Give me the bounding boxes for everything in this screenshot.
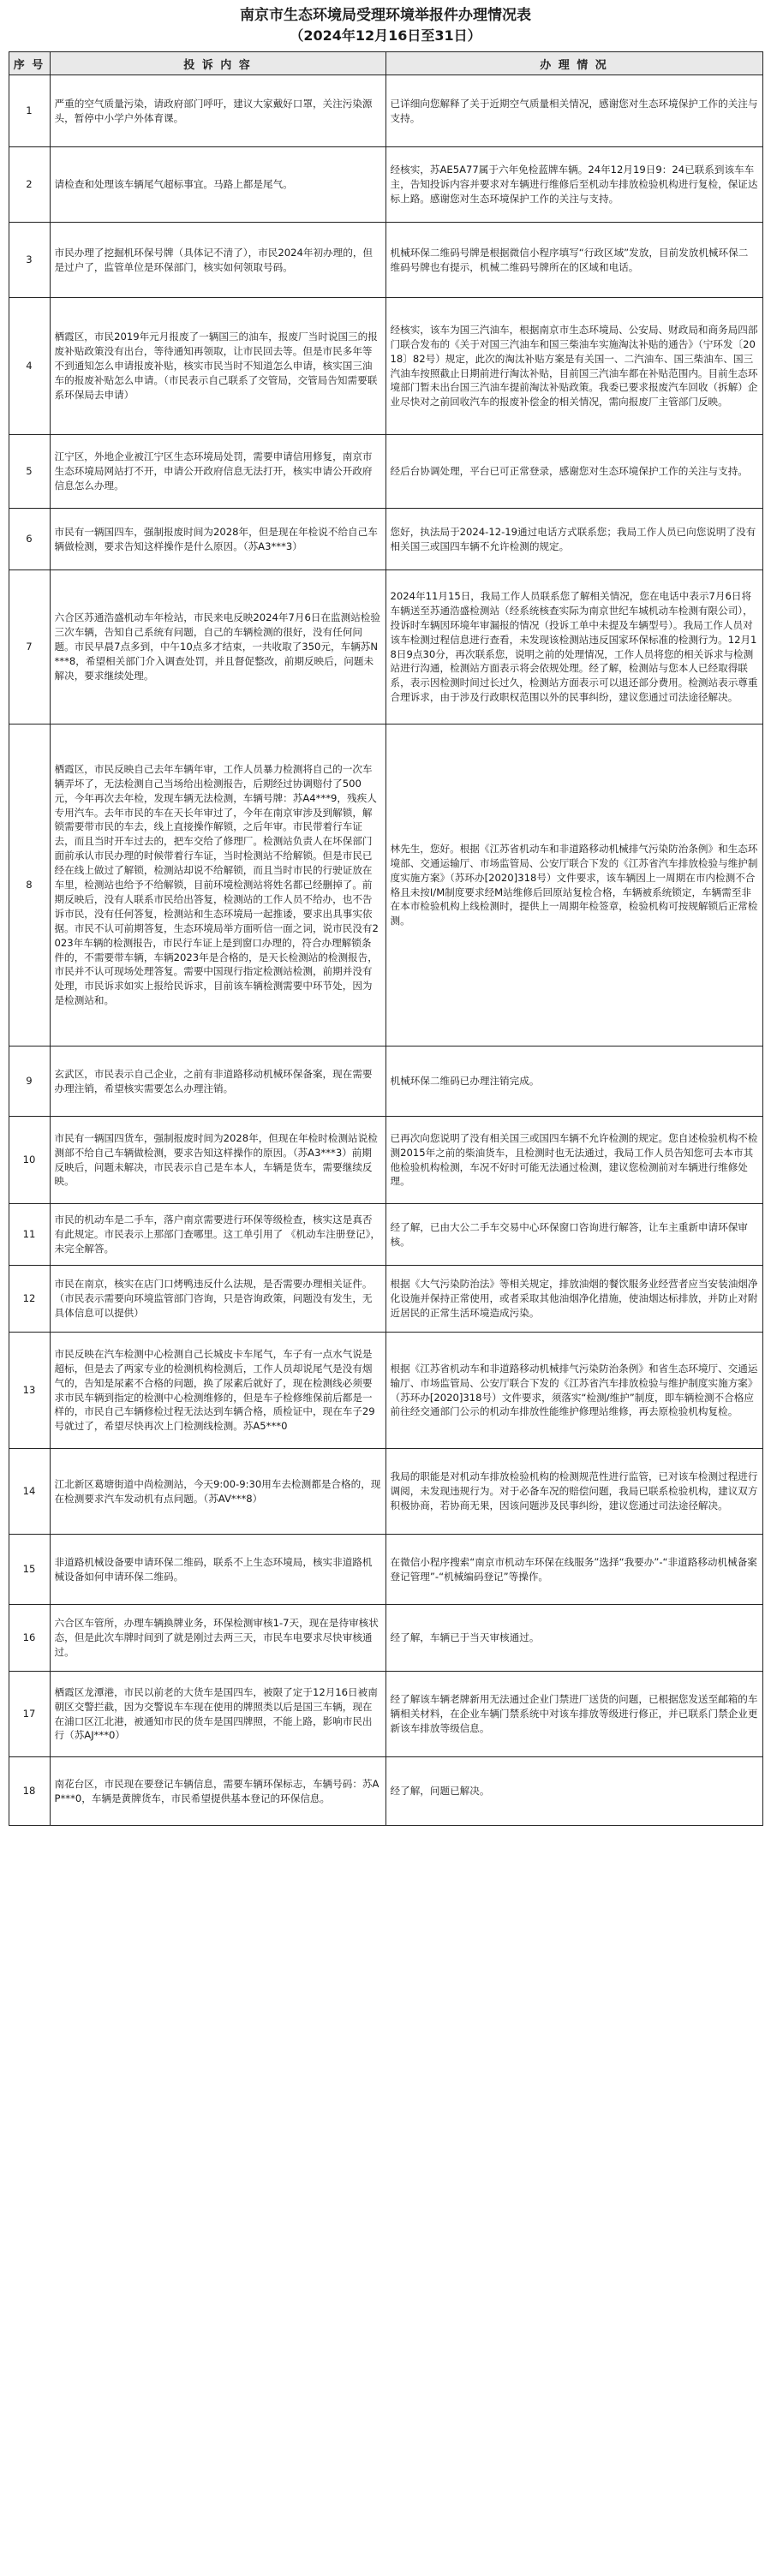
title-date-range: （2024年12月16日至31日） (290, 27, 481, 44)
complaint-content: 六合区苏通浩盛机动车年检站，市民来电反映2024年7月6日在监测站检验三次车辆，告知自己系统有问题，自己的车辆检测的很好，没有任何问题。市民早晨7点多到，中午10点多才结束，一共收取了350元，车辆苏N***8，希望相关部门介入调查处罚，并且督促整改，前期反映后，问题未解决，要求继续处理。 (50, 570, 386, 724)
complaint-content: 市民有一辆国四货车，强制报废时间为2028年，但现在年检时检测站说检测部不给自己车辆做检测，要求告知这样操作的原因。（苏A3***3）前期反映后，问题未解决，市民表示自己是车本人，车辆是货车，需要继续反映。 (50, 1117, 386, 1204)
handling-result: 经了解该车辆老牌新用无法通过企业门禁进厂送货的问题，已根据您发送至邮箱的车辆相关材料，在企业车辆门禁系统中对该车排放等级进行修正，并已联系门禁企业更新该车排放等级信息。 (386, 1672, 762, 1757)
complaint-table (9, 51, 763, 1826)
complaint-content: 市民的机动车是二手车，落户南京需要进行环保等级检查，核实这是真否有此规定。市民表示上那部门查哪里。这工单引用了 《机动车注册登记》，未完全解答。 (50, 1204, 386, 1266)
row-number: 16 (9, 1605, 50, 1672)
table-row (9, 435, 762, 509)
table-row (9, 1672, 762, 1757)
complaint-content: 栖霞区，市民2019年元月报废了一辆国三的油车，报废厂当时说国三的报废补贴政策没有出台，等待通知再领取，让市民回去等。但是市民多年等不到通知怎么申请报废补贴，核实市民当时不知道怎么申请，核实国三油车的报废补贴怎么申请。（市民表示自己联系了交管局，交管局告知需要联系环保局去申请） (50, 298, 386, 435)
table-row (9, 509, 762, 570)
handling-result: 已再次向您说明了没有相关国三或国四车辆不允许检测的规定。您自述检验机构不检测2015年之前的柴油货车，且检测时也无法通过，我局工作人员告知您可去本市其他检验机构检测，车况不好时可能无法通过检测，建议您检测前对车辆进行维修处理。 (386, 1117, 762, 1204)
handling-result: 经核实，该车为国三汽油车，根据南京市生态环境局、公安局、财政局和商务局四部门联合发布的《关于对国三汽油车和国三柴油车实施淘汰补贴的通告》（宁环发〔2018〕82号）规定，此次的淘汰补贴方案是有关国一、二汽油车、国三柴油车、国三汽油车按照截止日期前进行淘汰补贴，目前国三汽油车都在补贴范围内。目前生态环境部门暂未出台国三汽油车提前淘汰补贴政策。我委已要求报废汽车回收（拆解）企业尽快对之前回收汽车的报废补偿金的相关情况，需向报废厂主管部门反映。 (386, 298, 762, 435)
row-number: 15 (9, 1535, 50, 1605)
table-row (9, 1204, 762, 1266)
table-row (9, 1757, 762, 1826)
header-no: 序 号 (9, 52, 50, 75)
complaint-content: 南花台区，市民现在要登记车辆信息，需要车辆环保标志，车辆号码：苏AP***0，车辆是黄牌货车，市民希望提供基本登记的环保信息。 (50, 1757, 386, 1826)
complaint-content: 栖霞区龙潭港，市民以前老的大货车是国四车，被限了定于12月16日被南朝区交警拦截，因为交警说车车现在使用的牌照类以后是国三车辆，现在在浦口区江北港，被通知市民的货车是国四牌照，不能上路，影响市民出行（苏AJ***0） (50, 1672, 386, 1757)
handling-result: 机械环保二维码号牌是根据微信小程序填写“行政区域”发放，目前发放机械环保二维码号牌也有提示，机械二维码号牌所在的区域和电话。 (386, 223, 762, 298)
table-row (9, 1117, 762, 1204)
table-row (9, 298, 762, 435)
handling-result: 经了解，车辆已于当天审核通过。 (386, 1605, 762, 1672)
row-number: 1 (9, 75, 50, 147)
row-number: 18 (9, 1757, 50, 1826)
handling-result: 机械环保二维码已办理注销完成。 (386, 1046, 762, 1117)
title-main: 南京市生态环境局受理环境举报件办理情况表 (240, 7, 531, 24)
row-number: 17 (9, 1672, 50, 1757)
handling-result: 我局的职能是对机动车排放检验机构的检测规范性进行监管，已对该车检测过程进行调阅，未发现违规行为。对于必备车况的赔偿问题，我局已联系检验机构，建议双方积极协商，若协商无果，因该问题涉及民事纠纷，建议您通过司法途径解决。 (386, 1449, 762, 1535)
row-number: 4 (9, 298, 50, 435)
complaint-content: 市民在南京，核实在店门口烤鸭违反什么法规，是否需要办理相关证件。（市民表示需要向环境监管部门咨询，只是咨询政策，问题没有发生，无具体信息可以提供） (50, 1266, 386, 1333)
table-header-row (9, 52, 762, 75)
table-row (9, 1449, 762, 1535)
row-number: 9 (9, 1046, 50, 1117)
row-number: 14 (9, 1449, 50, 1535)
complaint-content: 请检查和处理该车辆尾气超标事宜。马路上都是尾气。 (50, 147, 386, 223)
header-request: 投 诉 内 容 (50, 52, 386, 75)
handling-result: 经后台协调处理，平台已可正常登录，感谢您对生态环境保护工作的关注与支持。 (386, 435, 762, 509)
table-row (9, 1535, 762, 1605)
row-number: 12 (9, 1266, 50, 1333)
row-number: 13 (9, 1333, 50, 1449)
handling-result: 林先生，您好。根据《江苏省机动车和非道路移动机械排气污染防治条例》和生态环境部、交通运输厅、市场监管局、公安厅联合下发的《江苏省汽车排放检验与维护制度实施方案》（苏环办[2020]318号）文件要求，该车辆因上一周期在市内检测不合格且未按I/M制度要求经M站维修后回原站复检合格，车辆被系统锁定，车辆需至非在本市检验机构上线检测时，提供上一周期年检签章，检验机构可按规解锁后正常检测。 (386, 724, 762, 1046)
row-number: 5 (9, 435, 50, 509)
complaint-content: 非道路机械设备要申请环保二维码，联系不上生态环境局，核实非道路机械设备如何申请环保二维码。 (50, 1535, 386, 1605)
complaint-content: 江宁区，外地企业被江宁区生态环境局处罚，需要申请信用修复，南京市生态环境局网站打不开，申请公开政府信息无法打开，核实申请公开政府信息怎么办理。 (50, 435, 386, 509)
row-number: 7 (9, 570, 50, 724)
table-row (9, 147, 762, 223)
handling-result: 已详细向您解释了关于近期空气质量相关情况，感谢您对生态环境保护工作的关注与支持。 (386, 75, 762, 147)
complaint-content: 市民办理了挖掘机环保号牌（具体记不清了），市民2024年初办理的，但是过户了，监管单位是环保部门，核实如何领取号码。 (50, 223, 386, 298)
row-number: 10 (9, 1117, 50, 1204)
table-row (9, 1605, 762, 1672)
complaint-content: 玄武区，市民表示自己企业，之前有非道路移动机械环保备案，现在需要办理注销，希望核实需要怎么办理注销。 (50, 1046, 386, 1117)
row-number: 8 (9, 724, 50, 1046)
table-row (9, 1046, 762, 1117)
row-number: 3 (9, 223, 50, 298)
table-row (9, 75, 762, 147)
handling-result: 经了解，已由大公二手车交易中心环保窗口咨询进行解答，让车主重新申请环保审核。 (386, 1204, 762, 1266)
complaint-content: 严重的空气质量污染，请政府部门呼吁，建议大家戴好口罩，关注污染源头，暂停中小学户外体育课。 (50, 75, 386, 147)
header-response: 办 理 情 况 (386, 52, 762, 75)
handling-result: 经核实，苏AE5A77属于六年免检蓝牌车辆。24年12月19日9：24已联系到该车车主，告知投诉内容并要求对车辆进行维修后至机动车排放检验机构进行复检，保证达标上路。感谢您对生态环境保护工作的关注与支持。 (386, 147, 762, 223)
complaint-content: 栖霞区，市民反映自己去年车辆年审，工作人员暴力检测将自己的一次车辆弄坏了，无法检测自己当场给出检测报告，后期经过协调赔付了500元，今年再次去年检，发现车辆无法检测，车辆号牌：苏A4***9，残疾人专用汽车。去年市民的车在天长年审过了，今年在南京审涉及到解锁，解锁需要带市民的车去，线上直接操作解锁，之后年审。市民带着行车证去，而且当时开车过去的，把车交给了修理厂。检测站负责人在坏保部门面前承认市民办理的时候带着行车证，当时检测站不给解锁。但是市民已经在线上做过了解锁，检测站却说不给解锁，而且当时市民的行驶证放在车里，检测站也给予不给解锁，目前环境检测站将姓名都已经删掉了。前期反映后，没有人联系市民给出答复，检测站的工作人员不给办，也不告诉市民，没有任何答复，检测站和生态环境局一起推诿，要求出具事实依据。市民不认可前期答复，生态环境局举方面听信一面之词，说市民没有2023年车辆的检测报告，市民行车证上是到窗口办理的，符合办理解锁条件的，不需要带车辆，车辆2023年是合格的，是天长检测站的检测报告，市民并不认可现场处理答复。需要中国现行指定检测站检测，前期并没有处理，市民诉求如实上报给民诉求，目前该车辆检测需要中环节处，因为是检测站和。 (50, 724, 386, 1046)
table-row (9, 724, 762, 1046)
complaint-content: 市民反映在汽车检测中心检测自己长城皮卡车尾气，车子有一点水气说是超标，但是去了两家专业的检测机构检测后，工作人员却说尾气是没有烟气的，告知是尿素不合格的问题，换了尿素后就好了，现在检测线必须要求市民车辆到指定的检测中心检测维修的，但是车子检修维保前后都是一样的，市民自己车辆修检过程无法达到车辆合格，质检证中，现在车子29号就过了，希望尽快再次上门检测线检测。苏A5***0 (50, 1333, 386, 1449)
table-row (9, 1333, 762, 1449)
handling-result: 在微信小程序搜索“南京市机动车环保在线服务”选择“我要办”-“非道路移动机械备案登记管理”-“机械编码登记”等操作。 (386, 1535, 762, 1605)
table-row (9, 1266, 762, 1333)
report-title (0, 0, 771, 46)
handling-result: 根据《江苏省机动车和非道路移动机械排气污染防治条例》和省生态环境厅、交通运输厅、市场监管局、公安厅联合下发的《江苏省汽车排放检验与维护制度实施方案》（苏环办[2020]318号）文件要求，须落实“检测/维护”制度，即车辆检测不合格应前往经交通部门公示的机动车排放性能维护修理站维修，再去原检验机构复检。 (386, 1333, 762, 1449)
handling-result: 经了解，问题已解决。 (386, 1757, 762, 1826)
handling-result: 2024年11月15日，我局工作人员联系您了解相关情况，您在电话中表示7月6日将车辆送至苏通浩盛检测站（经系统核查实际为南京世纪车城机动车检测有限公司），投诉时车辆因环境年审漏报的情况（投诉工单中未提及车辆型号）。我局工作人员对该车检测过程信息进行查看，未发现该检测站违反国家环保标准的检测行为。12月18日9点30分，再次联系您，说明之前的处理情况，工作人员将您的相关诉求与检测站进行沟通，检测站方面表示将会依规处理。经了解，检测站与您本人已经取得联系，表示因检测时间过长过久，检测站方面表示可以退还部分费用。检测站表示尊重合理诉求，由于涉及行政职权范围以外的民事纠纷，建议您通过司法途径解决。 (386, 570, 762, 724)
table-row (9, 223, 762, 298)
table-body (9, 75, 762, 1826)
table-row (9, 570, 762, 724)
row-number: 6 (9, 509, 50, 570)
handling-result: 您好，执法局于2024-12-19通过电话方式联系您；我局工作人员已向您说明了没有相关国三或国四车辆不允许检测的规定。 (386, 509, 762, 570)
handling-result: 根据《大气污染防治法》等相关规定，排放油烟的餐饮服务业经营者应当安装油烟净化设施并保持正常使用，或者采取其他油烟净化措施，使油烟达标排放，并防止对附近居民的正常生活环境造成污染。 (386, 1266, 762, 1333)
complaint-content: 市民有一辆国四车，强制报废时间为2028年，但是现在年检说不给自己车辆做检测，要求告知这样操作是什么原因。（苏A3***3） (50, 509, 386, 570)
row-number: 11 (9, 1204, 50, 1266)
row-number: 2 (9, 147, 50, 223)
complaint-content: 六合区车管所，办理车辆换牌业务，环保检测审核1-7天，现在是待审核状态，但是此次车牌时间到了就是刚过去两三天，市民车电要求尽快审核通过。 (50, 1605, 386, 1672)
complaint-content: 江北新区葛塘街道中尚检测站，今天9:00-9:30用车去检测都是合格的，现在检测要求汽车发动机有点问题。（苏AV***8） (50, 1449, 386, 1535)
